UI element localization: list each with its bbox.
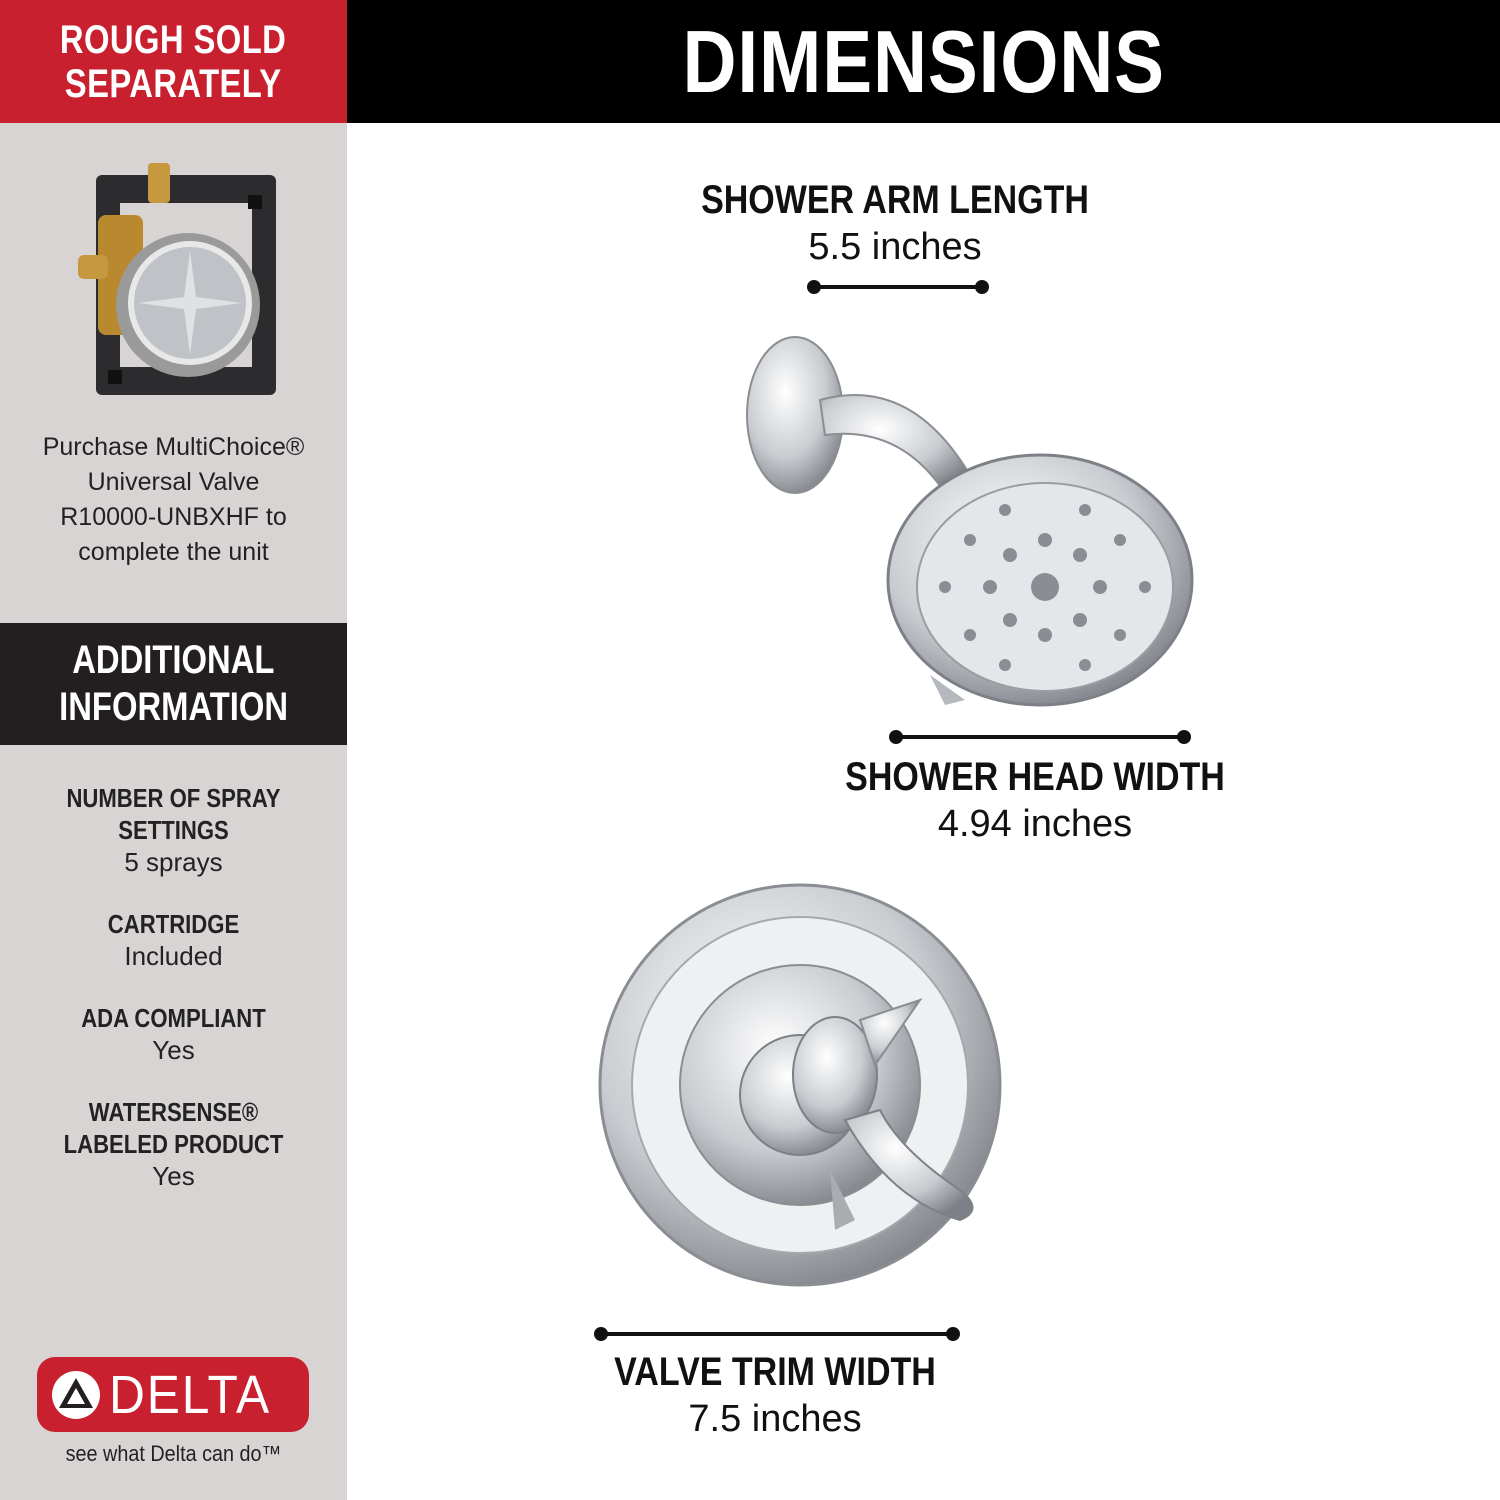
valve-purchase-caption <box>0 430 347 570</box>
universal-valve-image <box>78 155 288 415</box>
caption-line: complete the unit <box>78 538 269 566</box>
spec-label-line: CARTRIDGE <box>107 909 240 939</box>
additional-banner-line-2: INFORMATION <box>59 685 288 729</box>
spec-value: Yes <box>152 1035 195 1065</box>
spec-label <box>26 1096 321 1160</box>
spec-label <box>26 908 321 940</box>
sidebar <box>0 0 347 1500</box>
spec-value: Yes <box>152 1161 195 1191</box>
shower-head-dimension <box>790 755 1280 849</box>
delta-logo-text: DELTA <box>109 1364 271 1425</box>
spec-spray-settings <box>0 782 347 878</box>
page-title: DIMENSIONS <box>682 11 1165 111</box>
rough-banner-line-2: SEPARATELY <box>65 61 282 106</box>
dimensions-header <box>347 0 1500 123</box>
shower-head-ruler <box>896 735 1184 739</box>
caption-line: Purchase MultiChoice® <box>42 433 305 461</box>
shower-arm-ruler <box>814 285 982 289</box>
shower-arm-dimension <box>650 178 1140 272</box>
spec-value: 5 sprays <box>124 847 223 877</box>
additional-banner-line-1: ADDITIONAL <box>72 638 275 682</box>
spec-label-line: WATERSENSE® <box>88 1097 259 1127</box>
valve-trim-dimension <box>530 1350 1020 1444</box>
brand-tagline: see what Delta can do™ <box>65 1441 282 1466</box>
spec-list <box>0 782 347 1222</box>
spec-label-line: NUMBER OF SPRAY <box>66 783 281 813</box>
rough-sold-separately-banner <box>0 0 347 123</box>
caption-line: Universal Valve <box>87 468 260 496</box>
dimension-value: 5.5 inches <box>808 226 982 268</box>
spec-label <box>26 782 321 846</box>
dimension-value: 4.94 inches <box>937 803 1133 845</box>
spec-ada-compliant <box>0 1002 347 1066</box>
delta-logo <box>37 1357 309 1432</box>
spec-label-line: LABELED PRODUCT <box>63 1129 284 1159</box>
dimension-label: SHOWER HEAD WIDTH <box>845 755 1225 799</box>
spec-cartridge <box>0 908 347 972</box>
valve-trim-image <box>590 870 1030 1290</box>
delta-triangle-icon <box>51 1370 101 1420</box>
valve-trim-ruler <box>601 1332 953 1336</box>
dimension-label: SHOWER ARM LENGTH <box>701 178 1089 222</box>
spec-value: Included <box>124 941 223 971</box>
shower-head-image <box>740 325 1200 715</box>
rough-banner-line-1: ROUGH SOLD <box>60 17 287 62</box>
caption-line: R10000-UNBXHF to <box>60 503 287 531</box>
spec-watersense <box>0 1096 347 1192</box>
spec-label-line: ADA COMPLIANT <box>81 1003 266 1033</box>
dimension-label: VALVE TRIM WIDTH <box>614 1350 936 1394</box>
dimension-value: 7.5 inches <box>688 1398 862 1440</box>
additional-information-banner <box>0 623 347 745</box>
spec-label <box>26 1002 321 1034</box>
spec-label-line: SETTINGS <box>118 815 229 845</box>
